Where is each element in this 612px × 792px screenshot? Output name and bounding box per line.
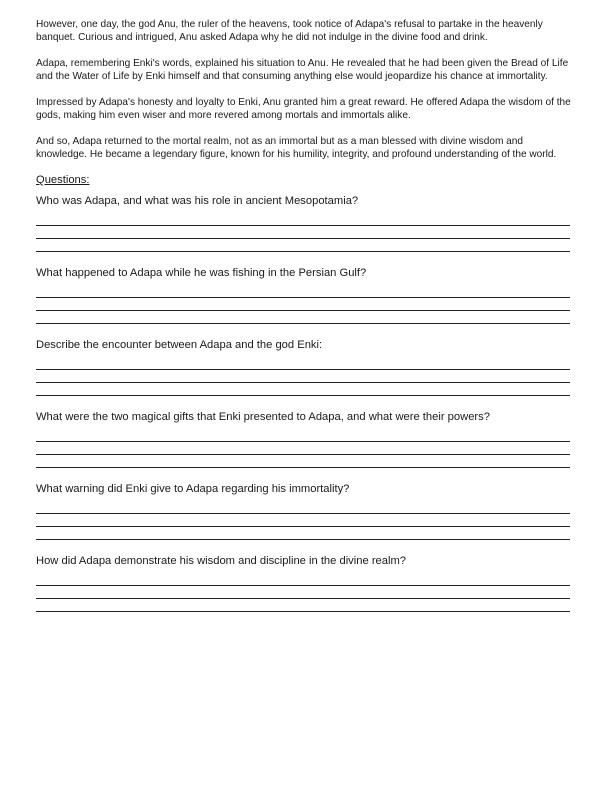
question-text: Who was Adapa, and what was his role in ancient Mesopotamia? — [36, 195, 359, 207]
answer-line[interactable] — [36, 501, 570, 514]
answer-line[interactable] — [36, 357, 570, 370]
answer-line[interactable] — [36, 455, 570, 468]
answer-line[interactable] — [36, 226, 570, 239]
question-text: Describe the encounter between Adapa and the god Enki: — [36, 339, 323, 351]
story-paragraph-3: Impressed by Adapa's honesty and loyalty to Enki, Anu granted him a great reward. He offered Adapa the wisdom of the gods, making him even wiser and more revered among mortals and immortals alike. — [36, 97, 571, 121]
question-block-1 — [36, 194, 572, 252]
story-paragraph-4: And so, Adapa returned to the mortal realm, not as an immortal but as a man blessed with divine wisdom and knowledge. He became a legendary figure, known for his humility, integrity, and profound understanding of the world. — [36, 136, 557, 160]
answer-line[interactable] — [36, 573, 570, 586]
question-block-3 — [36, 338, 572, 396]
answer-line[interactable] — [36, 239, 570, 252]
answer-line[interactable] — [36, 586, 570, 599]
question-block-2 — [36, 266, 572, 324]
answer-line[interactable] — [36, 370, 570, 383]
question-text: What were the two magical gifts that Enki presented to Adapa, and what were their powers? — [36, 411, 490, 423]
answer-line[interactable] — [36, 213, 570, 226]
story-paragraph-1: However, one day, the god Anu, the ruler of the heavens, took notice of Adapa's refusal to partake in the heavenly banquet. Curious and intrigued, Anu asked Adapa why he did not indulge in the divine food and drink. — [36, 19, 543, 43]
question-text: How did Adapa demonstrate his wisdom and discipline in the divine realm? — [36, 555, 407, 567]
answer-line[interactable] — [36, 298, 570, 311]
answer-line[interactable] — [36, 311, 570, 324]
questions-heading: Questions: — [36, 174, 90, 186]
question-text: What warning did Enki give to Adapa regarding his immortality? — [36, 483, 350, 495]
question-block-6 — [36, 554, 572, 612]
answer-line[interactable] — [36, 599, 570, 612]
question-block-4 — [36, 410, 572, 468]
answer-line[interactable] — [36, 514, 570, 527]
answer-line[interactable] — [36, 383, 570, 396]
answer-line[interactable] — [36, 285, 570, 298]
question-text: What happened to Adapa while he was fishing in the Persian Gulf? — [36, 267, 367, 279]
answer-line[interactable] — [36, 429, 570, 442]
question-block-5 — [36, 482, 572, 540]
answer-line[interactable] — [36, 527, 570, 540]
story-paragraph-2: Adapa, remembering Enki's words, explained his situation to Anu. He revealed that he had been given the Bread of Life and the Water of Life by Enki himself and that consuming anything else would jeopardize his chance at immortality. — [36, 58, 569, 82]
answer-line[interactable] — [36, 442, 570, 455]
